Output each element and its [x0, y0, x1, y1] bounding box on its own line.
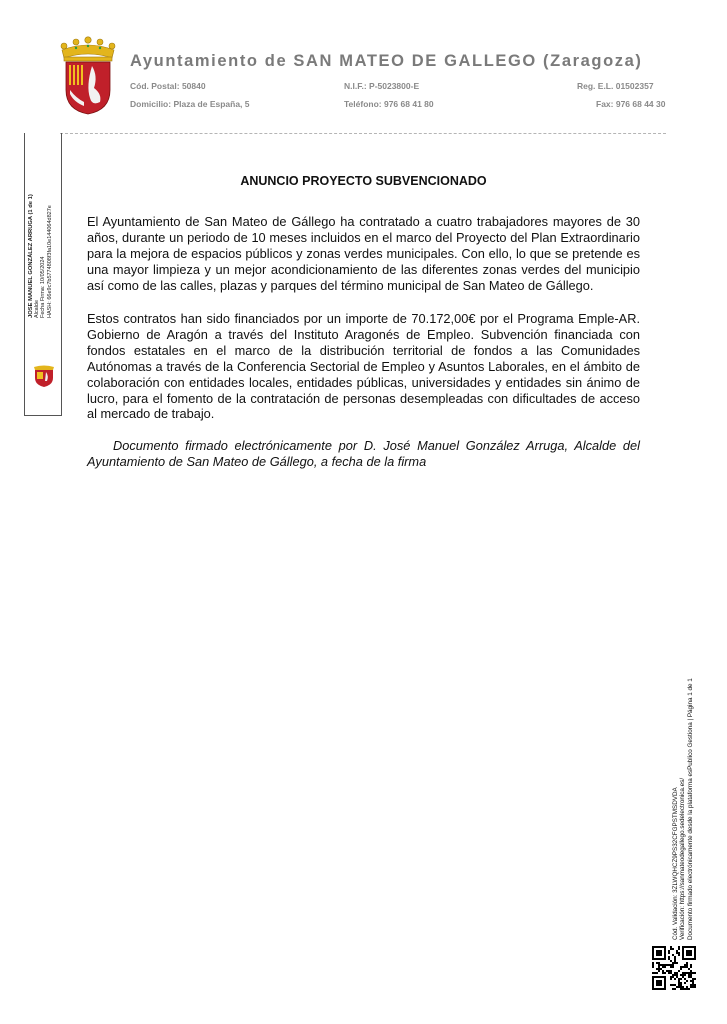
sign-date: Fecha Firma: 10/05/2024: [40, 256, 47, 318]
fax-number: Fax: 976 68 44 30: [596, 99, 666, 109]
verification-url[interactable]: Verificación: https://sanmateodegallego.sedelectronica.es/: [679, 777, 687, 940]
platform-note: Documento firmado electrónicamente desde la plataforma esPublico Gestiona | Página 1 de 1: [686, 678, 694, 940]
signature-note-text: Documento firmado electrónicamente por D. José Manuel González Arruga, Alcalde del Ayuntamiento de San Mateo de Gállego, a fecha de la firma: [87, 438, 640, 469]
paragraph-1: El Ayuntamiento de San Mateo de Gállego ha contratado a cuatro trabajadores mayores de 30 años, durante un periodo de 10 meses incluidos en el marco del Proyecto del Plan Extraordinario para la mejora de espacios públicos y zonas verdes municipales. Con ello, lo que se pretende es una mayor limpieza y un mejor acondicionamiento de las diferentes zonas verdes del municipio así como de las calles, plazas y parques del término municipal de San Mateo de Gállego.: [87, 214, 640, 293]
signer-name: JOSE MANUEL GONZÁLEZ ARRUGA (1 de 1): [28, 194, 34, 318]
qr-code-icon: [652, 946, 696, 990]
phone-number: Teléfono: 976 68 41 80: [344, 99, 434, 109]
paragraph-2: Estos contratos han sido financiados por un importe de 70.172,00€ por el Programa Emple-AR. Gobierno de Aragón a través del Instituto Aragonés de Empleo. Subvención financiada con fondos estatales en el marco de la distribución territorial de fondos a las Comunidades Autónomas a través de la Conferencia Sectorial de Empleo y Asuntos Laborales, en el ámbito de colaboración con entidades locales, entidades públicas, universidades y entidades sin ánimo de lucro, para el fomento de la contratación de personas desempleadas con dificultades de acceso al mercado de trabajo.: [87, 311, 640, 422]
address: Domicilio: Plaza de España, 5: [130, 99, 250, 109]
signer-role: Alcalde: [34, 299, 41, 318]
postal-code: Cód. Postal: 50840: [130, 81, 206, 91]
sign-hash: HASH: 66e9c7b5774808f3fa10e144064d827e: [46, 205, 53, 318]
registry-number: Reg. E.L. 01502357: [577, 81, 654, 91]
header-divider: [60, 133, 666, 134]
mini-crest-icon: [30, 364, 58, 388]
validation-footer: [672, 678, 694, 940]
signature-stamp-text: [28, 194, 53, 318]
institution-title: Ayuntamiento de SAN MATEO DE GALLEGO (Zaragoza): [130, 52, 643, 70]
document-title: ANUNCIO PROYECTO SUBVENCIONADO: [240, 174, 487, 188]
validation-code: Cód. Validación: 3ZLWQHCZ9PS32CFGPSTMSDVDA: [672, 787, 679, 940]
nif-number: N.I.F.: P-5023800-E: [344, 81, 420, 91]
signature-note: [87, 438, 640, 470]
municipal-crest-logo: [56, 36, 120, 116]
